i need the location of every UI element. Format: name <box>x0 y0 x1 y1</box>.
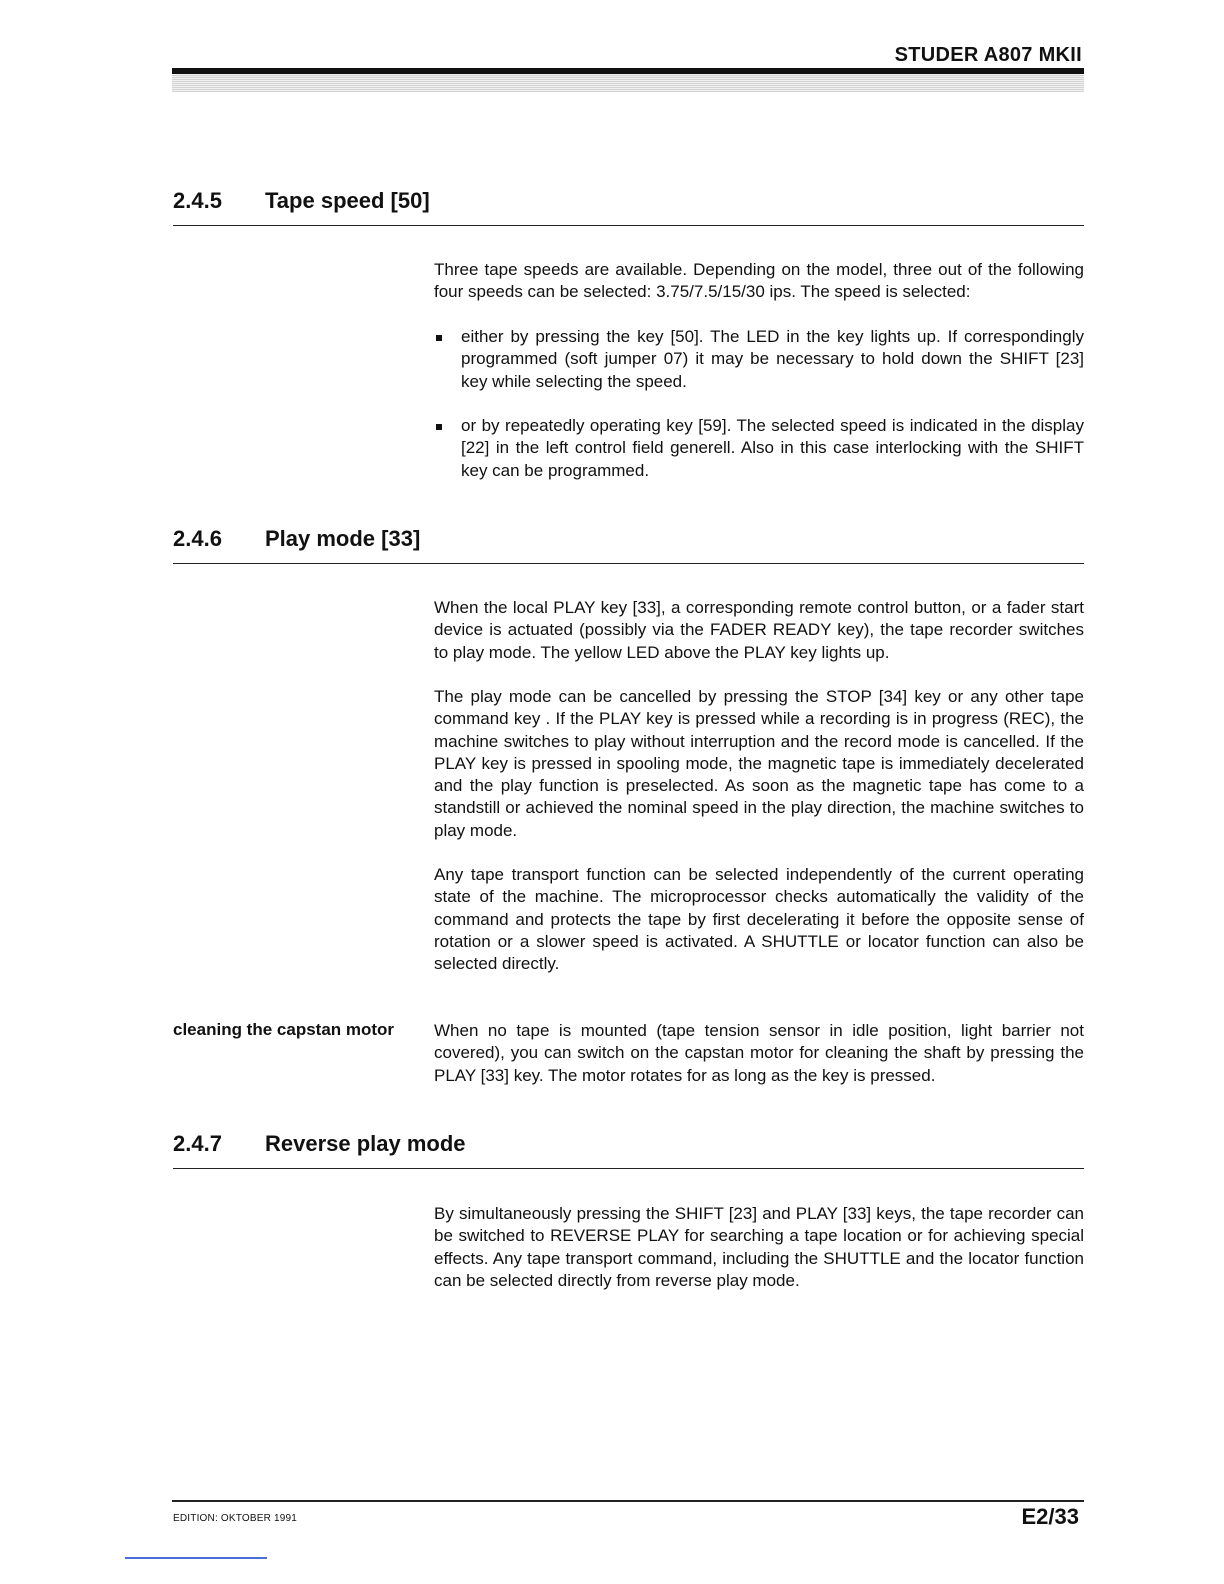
section-number: 2.4.5 <box>173 188 222 213</box>
page-number: E2/33 <box>1021 1504 1079 1529</box>
section-title: Play mode [33] <box>265 526 421 551</box>
tape-speed-intro: Three tape speeds are available. Depending on the model, three out of the following four speeds can be selected: 3.75/7.5/15/30 ips. The speed is selected: <box>434 260 1084 302</box>
section-heading-play-mode <box>173 526 1084 564</box>
bullet-icon <box>436 335 442 341</box>
document-title: STUDER A807 MKII <box>894 44 1082 66</box>
list-item-text: either by pressing the key [50]. The LED in the key lights up. If correspondingly programmed (soft jumper 07) it may be necessary to hold down the SHIFT [23] key while selecting the speed. <box>461 327 1084 391</box>
side-note-text: When no tape is mounted (tape tension sensor in idle position, light barrier not covered), you can switch on the capstan motor for cleaning the shaft by pressing the PLAY [33] key. The motor rotates for as long as the key is pressed. <box>434 1021 1084 1085</box>
play-mode-paragraph: When the local PLAY key [33], a corresponding remote control button, or a fader start device is actuated (possibly via the FADER READY key), the tape recorder switches to play mode. The yellow LED above the PLAY key lights up. <box>434 598 1084 662</box>
section-number: 2.4.6 <box>173 526 222 551</box>
play-mode-paragraph: Any tape transport function can be selected independently of the current operating state of the machine. The microprocessor checks automatically the validity of the command and protects the tape by first decelerating it before the opposite sense of rotation or a slower speed is activated. A SHUTTLE or locator function can also be selected directly. <box>434 865 1084 974</box>
section-number: 2.4.7 <box>173 1131 222 1156</box>
section-title: Tape speed [50] <box>265 188 430 213</box>
list-item <box>434 415 1084 482</box>
bullet-icon <box>436 424 442 430</box>
footer-rule <box>172 1500 1084 1502</box>
play-mode-paragraph: The play mode can be cancelled by pressing the STOP [34] key or any other tape command key . If the PLAY key is pressed while a recording is in progress (REC), the machine switches to play without interruption and the record mode is cancelled. If the PLAY key is pressed in spooling mode, the magnetic tape is immediately decelerated and the play function is preselected. As soon as the magnetic tape has come to a standstill or achieved the nominal speed in the play direction, the machine switches to play mode. <box>434 687 1084 840</box>
side-note-label: cleaning the capstan motor <box>173 1020 395 1039</box>
reverse-play-paragraph: By simultaneously pressing the SHIFT [23] and PLAY [33] keys, the tape recorder can be switched to REVERSE PLAY for searching a tape location or for achieving special effects. Any tape transport command, including the SHUTTLE and the locator function can be selected directly from reverse play mode. <box>434 1204 1084 1290</box>
edition-label: EDITION: OKTOBER 1991 <box>173 1513 298 1524</box>
scan-mark <box>125 1557 267 1559</box>
section-heading-tape-speed <box>173 188 1084 226</box>
list-item <box>434 326 1084 393</box>
header-bar <box>172 68 1084 92</box>
section-heading-reverse-play <box>173 1131 1084 1169</box>
list-item-text: or by repeatedly operating key [59]. The selected speed is indicated in the display [22] in the left control field generell. Also in this case interlocking with the SHIFT key can be programmed. <box>461 416 1084 480</box>
section-title: Reverse play mode <box>265 1131 466 1156</box>
